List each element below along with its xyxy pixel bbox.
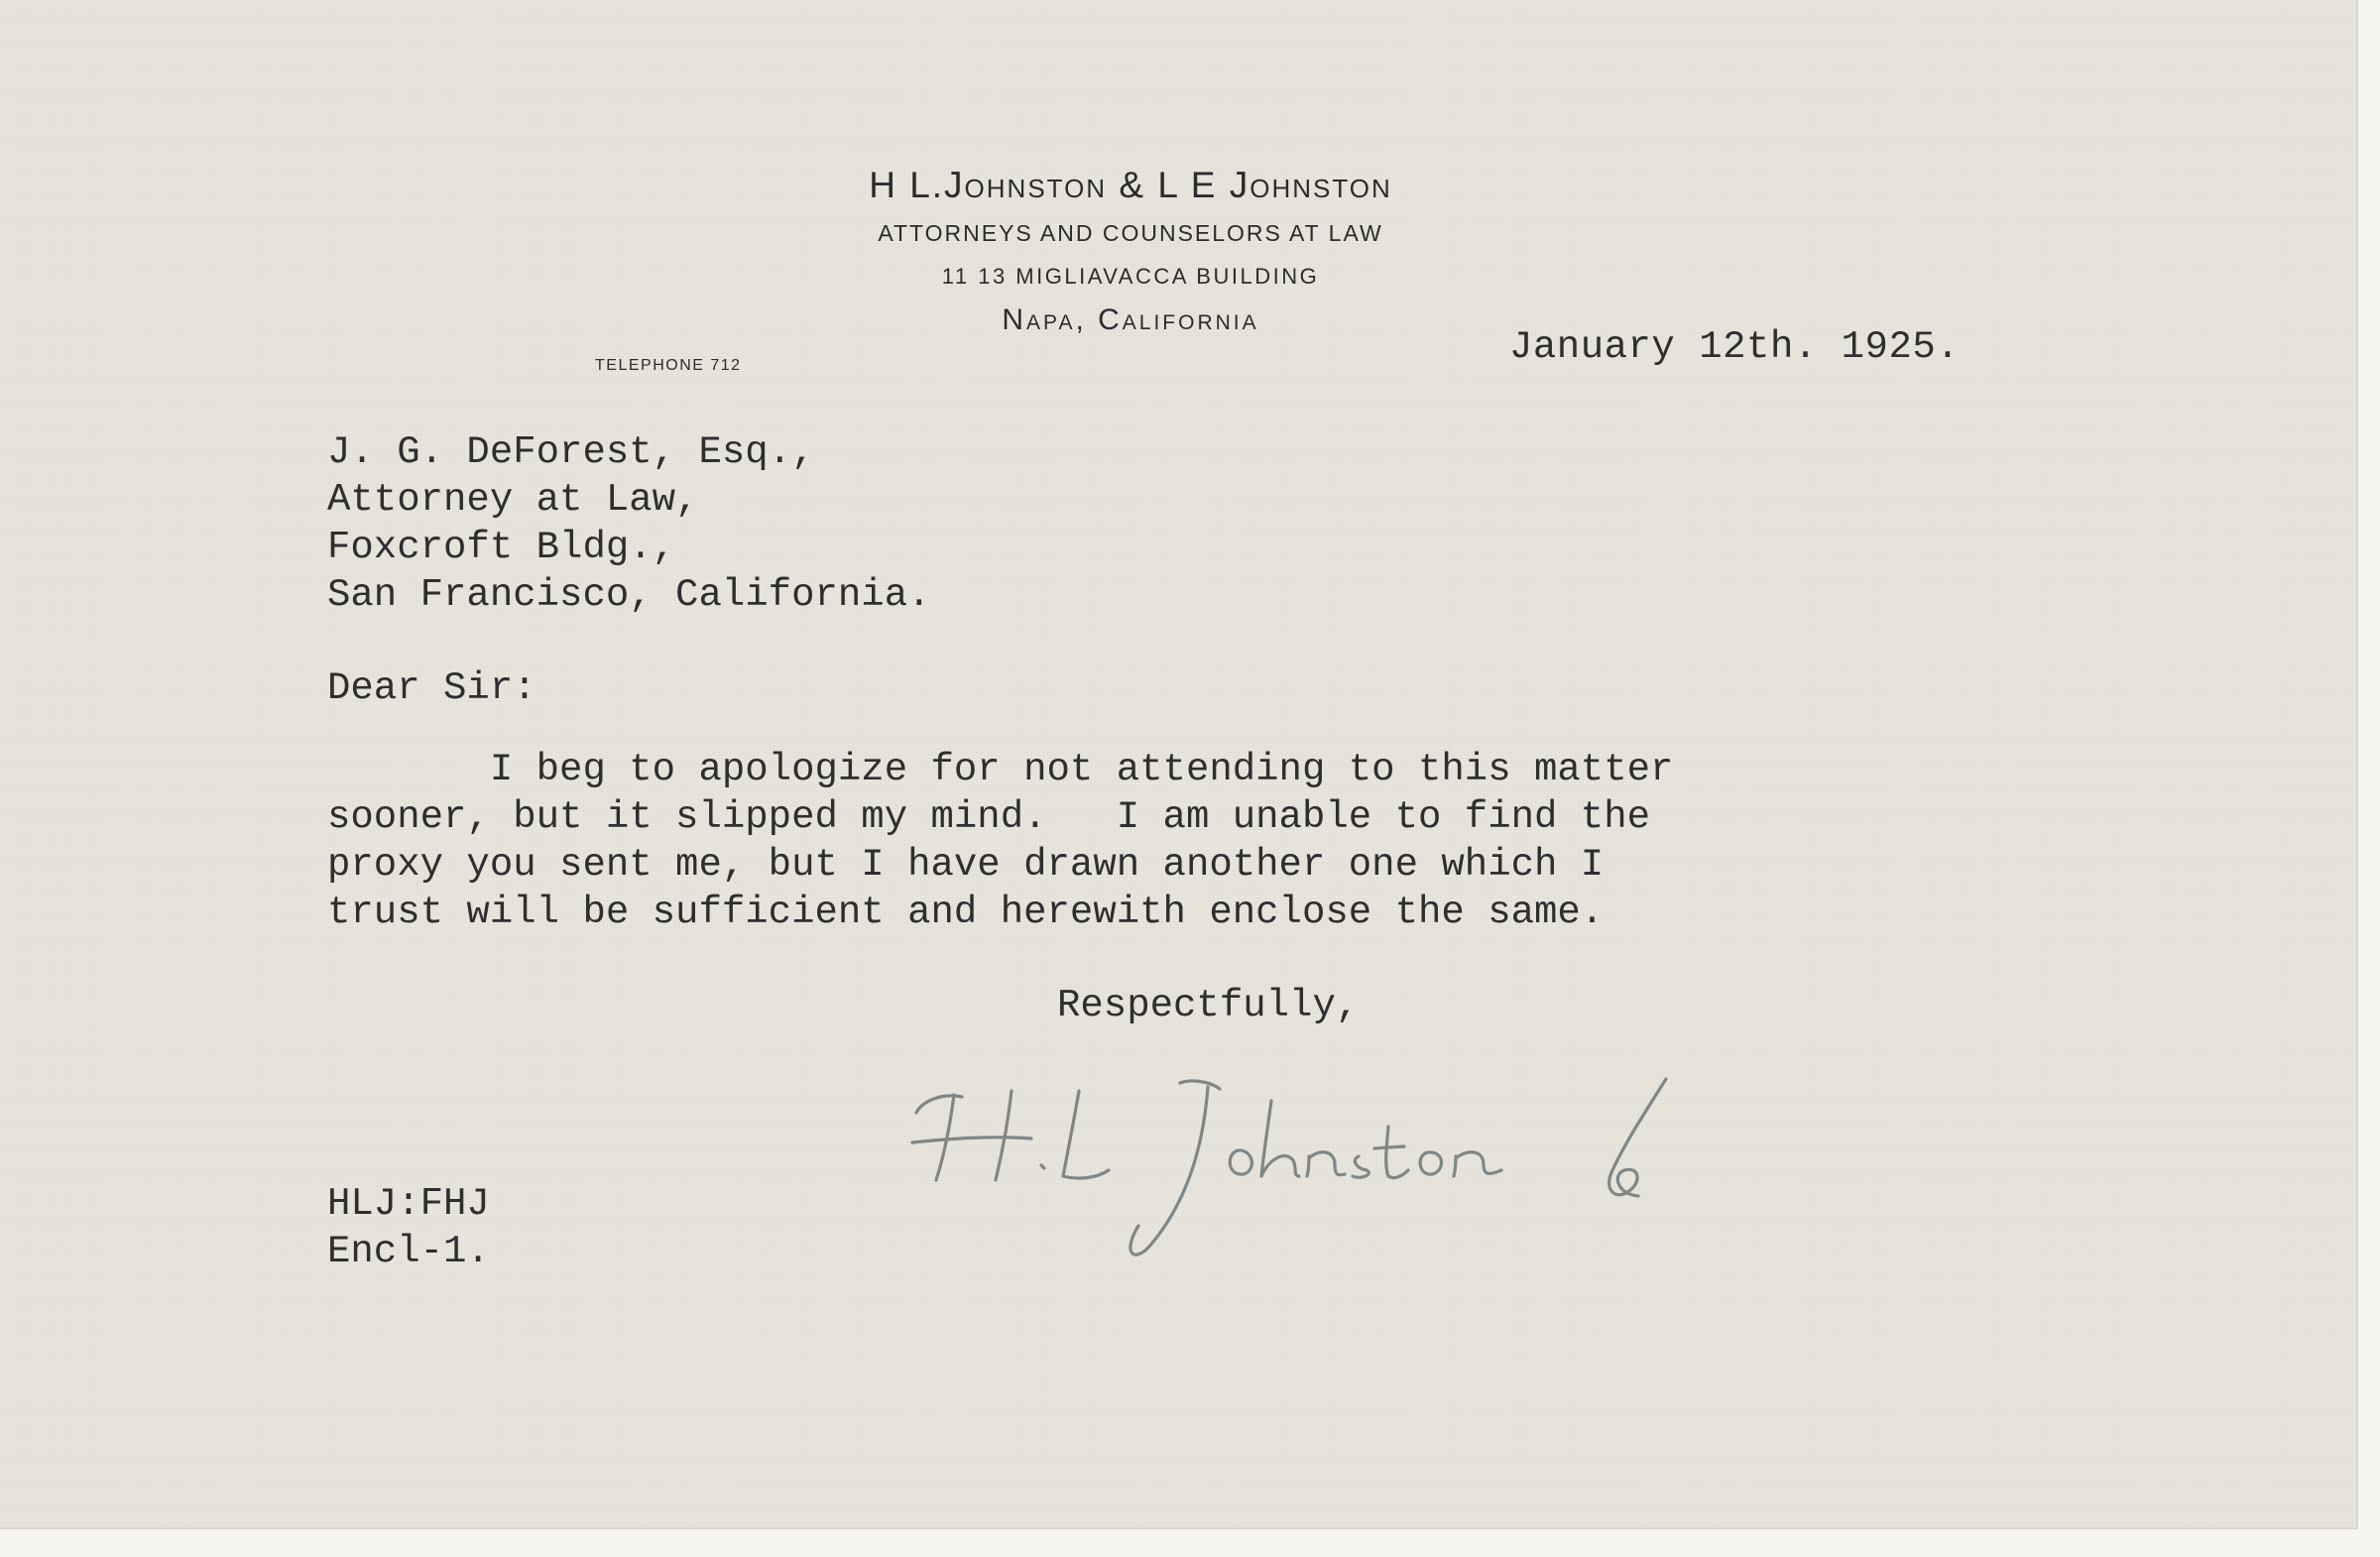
scan-margin-bottom (0, 1529, 2380, 1557)
recipient-line: San Francisco, California. (327, 573, 931, 617)
reference-initials: HLJ:FHJ (327, 1182, 490, 1226)
enclosure-note: Encl-1. (327, 1230, 490, 1273)
handwritten-signature (892, 1031, 1825, 1269)
body-line: proxy you sent me, but I have drawn another one which I (327, 843, 1605, 887)
recipient-line: Foxcroft Bldg., (327, 526, 676, 569)
letter-body (327, 746, 1673, 936)
salutation: Dear Sir: (327, 666, 536, 710)
body-line: I beg to apologize for not attending to this matter (327, 748, 1674, 791)
letter-date: January 12th. 1925. (1509, 325, 1961, 369)
scan-margin-right (2358, 0, 2380, 1557)
closing: Respectfully, (1057, 984, 1360, 1027)
recipient-line: Attorney at Law, (327, 478, 699, 522)
letterhead-firm-name: H L.Johnston & L E Johnston (869, 165, 1392, 205)
letterhead-telephone: TELEPHONE 712 (595, 357, 742, 374)
recipient-address (327, 428, 931, 619)
recipient-line: J. G. DeForest, Esq., (327, 430, 815, 474)
reference-block (327, 1180, 490, 1275)
body-line: trust will be sufficient and herewith enclose the same. (327, 891, 1605, 934)
letterhead-building: 11 13 MIGLIAVACCA BUILDING (941, 264, 1320, 289)
letterhead-subtitle: ATTORNEYS AND COUNSELORS AT LAW (878, 220, 1383, 246)
letterhead-city: Napa, California (1002, 303, 1259, 336)
body-line: sooner, but it slipped my mind. I am unable to find the (327, 795, 1651, 839)
